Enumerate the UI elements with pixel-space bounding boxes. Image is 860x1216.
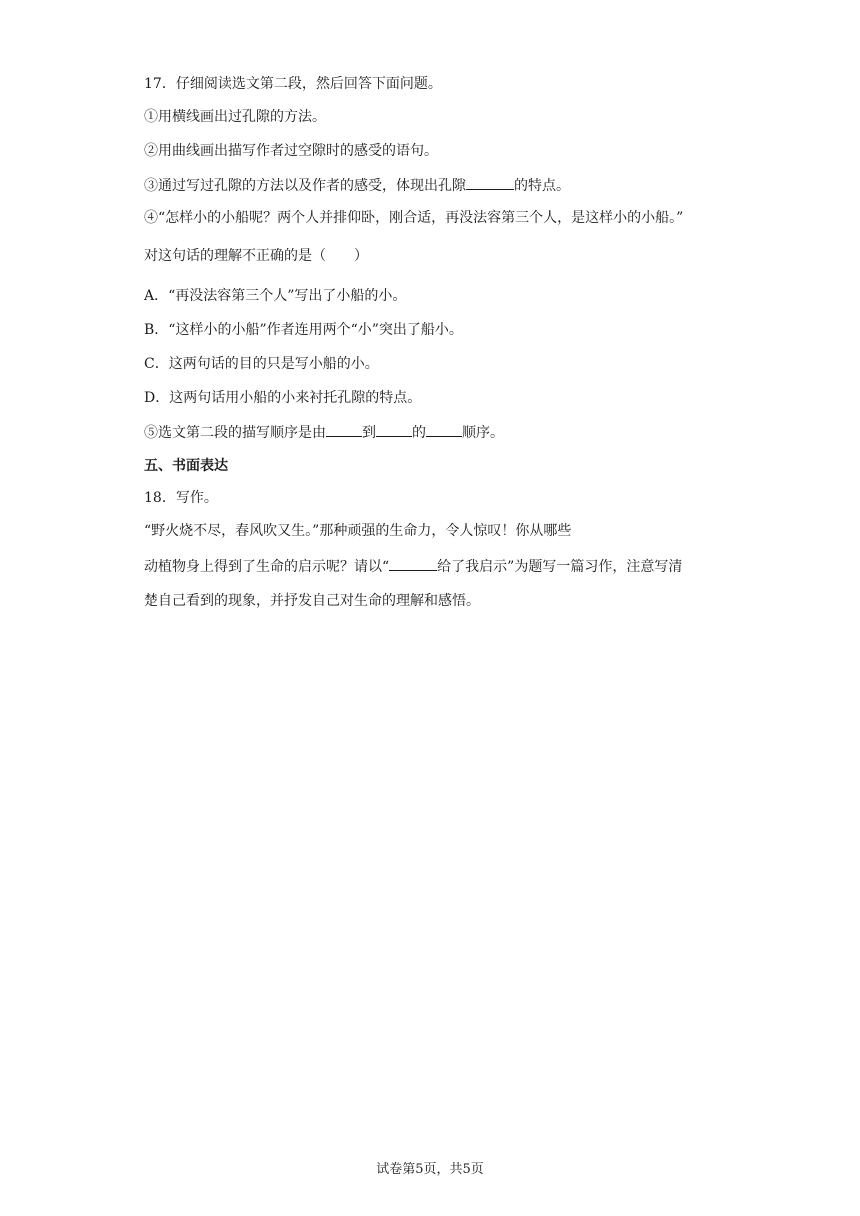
q18-text-after-blank: 给了我启示”为题写一篇习作，注意写清 <box>437 559 683 575</box>
answer-blank <box>376 422 412 437</box>
question-17-stem: 17．仔细阅读选文第二段，然后回答下面问题。 <box>144 76 442 92</box>
question-17-item-1: ①用横线画出过孔隙的方法。 <box>144 109 326 125</box>
item-5-text-3: 的 <box>412 425 426 441</box>
question-18-line-1: “野火烧不尽，春风吹又生。”那种顽强的生命力，令人惊叹！你从哪些 <box>144 523 572 539</box>
title-blank <box>389 556 437 571</box>
page-footer: 试卷第5页，共5页 <box>376 1162 484 1177</box>
question-17-item-4: ④“怎样小的小船呢？两个人并排仰卧，刚合适，再没法容第三个人，是这样小的小船。” <box>144 210 684 226</box>
section-heading: 五、书面表达 <box>144 458 228 474</box>
question-18-line-3: 楚自己看到的现象，并抒发自己对生命的理解和感悟。 <box>144 593 480 609</box>
item-5-text-4: 顺序。 <box>462 425 504 441</box>
item-3-text-after-blank: 的特点。 <box>514 178 570 194</box>
item-5-text-2: 到 <box>362 425 376 441</box>
answer-blank <box>466 175 514 190</box>
option-d: D．这两句话用小船的小来衬托孔隙的特点。 <box>144 390 422 406</box>
question-17-item-3 <box>144 175 570 196</box>
question-17-item-4-prompt: 对这句话的理解不正确的是（ ） <box>144 248 368 264</box>
option-a: A．“再没法容第三个人”写出了小船的小。 <box>144 288 407 304</box>
answer-blank <box>326 422 362 437</box>
option-c: C．这两句话的目的只是写小船的小。 <box>144 356 379 372</box>
item-3-text-before-blank: ③通过写过孔隙的方法以及作者的感受，体现出孔隙 <box>144 178 466 194</box>
question-17-item-2: ②用曲线画出描写作者过空隙时的感受的语句。 <box>144 143 438 159</box>
question-17-item-5 <box>144 422 504 443</box>
question-18-stem: 18．写作。 <box>144 490 218 506</box>
q18-text-before-blank: 动植物身上得到了生命的启示呢？请以“ <box>144 559 390 575</box>
item-5-text-1: ⑤选文第二段的描写顺序是由 <box>144 425 326 441</box>
question-18-line-2 <box>144 556 682 577</box>
answer-blank <box>426 422 462 437</box>
option-b: B．“这样小的小船”作者连用两个“小”突出了船小。 <box>144 322 463 338</box>
